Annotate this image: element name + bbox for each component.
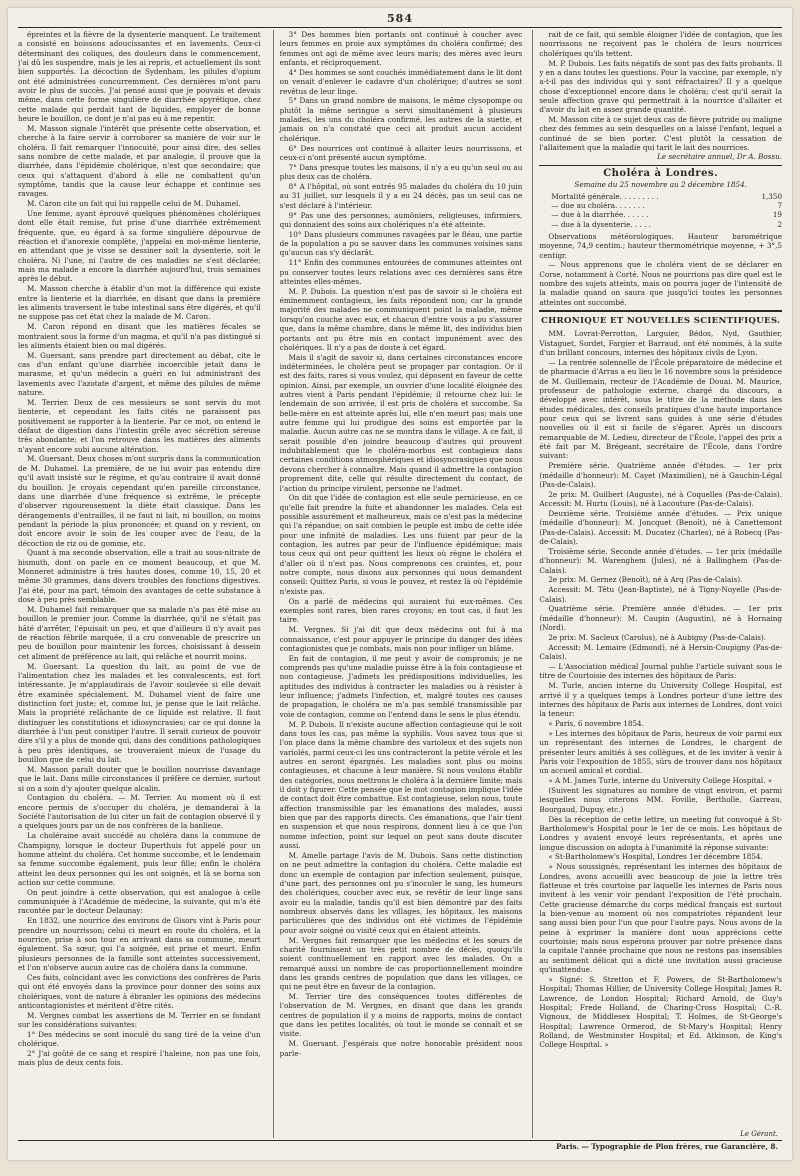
header-rule xyxy=(18,27,782,28)
cholera-section-subtitle: Semaine du 25 novembre au 2 décembre 1854. xyxy=(574,180,747,190)
paragraph: En 1832, une nourrice des environs de Gisors vint à Paris pour prendre un nourrisson; celui ci meurt en route du choléra, et la nourrice, prise à son tour en arrivant dans sa commune, meurt également. Sa sœur, qui l'a soignée, est prise et meurt. Enfin plusieurs personnes de la famille sont atteintes successivement, et l'on n'observe aucun autre cas de choléra dans la commune. xyxy=(18,916,261,973)
stat-label: Mortalité générale. . . . . . . . . xyxy=(551,191,659,201)
right-intro-text xyxy=(539,232,782,307)
paragraph: épreintes et la fièvre de la dysenterie manquent. Le traitement a consisté en boissons adoucissantes et en lavements. Ceux-ci déterminant des coliques, des douleurs dans le commencement, j'ai dû les suspendre, mais je les ai repris, et actuellement ils sont bien supportés. La décoction de Sydenham, les pilules d'opium ont été administrées concurremment. Ces dernières m'ont paru avoir le plus de succès. J'ai pensé aussi que je pouvais et devais même, dans cette forme singulière de diarrhée apyrétique, chez cette malade qui perdait tant de liquides, employer de bonne heure le bouillon, ce dont je n'ai pas eu à me repentir. xyxy=(18,30,261,124)
paragraph: M. Caron répond en disant que les matières fécales se montraient sous la forme d'un magma, et qu'il n'a pas distingué si les aliments étaient bien ou mal digérés. xyxy=(18,322,261,350)
stat-value: 19 xyxy=(772,210,783,220)
stat-value: 2 xyxy=(777,219,783,229)
chronicle-paragraph: « St-Bartholomew's Hospital, Londres 1er décembre 1854. xyxy=(548,852,763,862)
paragraph: 2° J'ai goûté de ce sang et respiré l'haleine, non pas une fois, mais plus de deux cents fois. xyxy=(18,1049,261,1068)
cholera-stats-table xyxy=(539,192,782,229)
chronicle-paragraph: M. Turle, ancien interne du University College Hospital, est arrivé il y a quelques temps à Londres porteur d'une lettre des internes des hôpitaux de Paris aux internes de Londres, dont voici la teneur: xyxy=(539,681,783,719)
chronicle-paragraph: Quatrième série. Première année d'études. — 1er prix (médaille d'honneur): M. Caupin (Augustin), né à Hornaing (Nord). xyxy=(539,604,783,633)
stat-value: 1,350 xyxy=(761,191,783,201)
section-divider xyxy=(539,165,782,166)
chronicle-paragraph: 2e prix: M. Sacleux (Carolus), né à Aubigny (Pas-de-Calais). xyxy=(548,632,767,642)
chronicle-paragraph: MM. Lovrat-Perrotton, Larguier, Bédos, Nyd, Gauthier, Vistaguet, Sordet, Fargier et Barraud, ont été nommés, à la suite d'un brillant concours, internes des hôpitaux civils de Lyon. xyxy=(539,329,783,358)
chronicle-paragraph: (Suivent les signatures au nombre de vingt environ, et parmi lesquelles nous citerons MM. Foville, Bertholle, Garreau, Bourgaud, Dupuy, etc.) xyxy=(539,785,783,814)
paragraph: On peut joindre à cette observation, qui est analogue à celle communiquée à l'Académie de médecine, la suivante, qui m'a été racontée par le docteur Delaunay: xyxy=(18,887,261,916)
column-middle xyxy=(273,30,523,1138)
stat-row xyxy=(539,201,782,210)
paragraph: M. Masson cite à ce sujet deux cas de fièvre putride ou maligne chez des femmes au sein desquelles on a laissé l'enfant, lequel a continué de se bien porter. C'est plutôt la cessation de l'allaitement que la maladie qui tarit le lait des nourrices. xyxy=(539,115,783,153)
paragraph: 5° Dans un grand nombre de maisons, le même clysopompe ou plutôt la même seringue a servi simultanément à plusieurs malades, les uns du choléra confirmé, les autres de la suette, et jamais on n'a constaté que ceci ait produit aucun accident cholérique. xyxy=(279,96,523,143)
paragraph: 6° Des nourrices ont continué à allaiter leurs nourrissons, et ceux-ci n'ont présenté aucun symptôme. xyxy=(279,143,523,162)
paragraph: La choléraine avait succédé au choléra dans la commune de Champigny, lorsque le docteur Duperthuis fut appelé pour un homme atteint du choléra. Cet homme succombe, et le lendemain sa femme succombe également, puis leur fille; enfin le choléra atteint les deux personnes qui les ont soignés, et là se borna son action sur cette commune. xyxy=(18,831,261,887)
paragraph: M. Masson paraît douter que le bouillon nourrisse davantage que le lait. Dans mille circonstances il préfère ce dernier, surtout si on a soin d'y ajouter quelque alcalin. xyxy=(18,764,261,793)
paragraph: En fait de contagion, il me peut y avoir de compromis; je ne comprends pas qu'une maladie puisse être à la fois contagieuse et non contagieuse. J'admets les prédispositions individuelles, les aptitudes des individus à contracter les maladies ou à résister à leur influence; j'admets l'infection, et, malgré toutes ces causes de propagation, le choléra ne m'a pas semblé transmissible par voie de contagion, comme on l'entend dans le sens le plus étendu. xyxy=(279,653,523,719)
paragraph: M. Guersant, sans prendre part directement au débat, cite le cas d'un enfant qu'une diarrhée incoercible jetait dans le marasme, et qu'un médecin a guéri en lui administrant des lavements avec l'azotate d'argent, et même des pilules de même nature. xyxy=(18,350,261,398)
chronicle-paragraph: » Les internes des hôpitaux de Paris, heureux de voir parmi eux un représentant des internes de Londres, le chargent de présenter leurs amitiés à ses collègues, et de les inviter à venir à Paris voir l'exposition de 1855, sûrs de trouver dans nos hôpitaux un accueil amical et cordial. xyxy=(539,728,783,776)
paragraph: Observations météorologiques. Hauteur barométrique moyenne, 74,9 centim.; hauteur thermométrique moyenne, + 3°,5 centigr. xyxy=(539,231,783,260)
chronicle-paragraph: Dès la réception de cette lettre, un meeting fut convoqué à St-Bartholomew's Hospital pour le 1er de ce mois. Les hôpitaux de Londres y avaient envoyé leurs représentants, et après une longue discussion on adopta à l'unanimité la réponse suivante: xyxy=(539,814,783,852)
paragraph: 10° Dans plusieurs communes ravagées par le fléau, une partie de la population a pu se sauver dans les communes voisines sans qu'aucun cas s'y déclarât. xyxy=(279,229,523,258)
paragraph: M. Vergnes. Si j'ai dit que deux médecins ont fui à ma connaissance, c'est pour appuyer le principe du danger des idées contagionistes que je combats, mais non pour infliger un blâme. xyxy=(279,625,523,653)
journal-page xyxy=(8,8,792,1160)
paragraph: 9° Pas une des personnes, aumôniers, religieuses, infirmiers, qui donnaient des soins aux cholériques n'a été atteinte. xyxy=(279,210,523,229)
paragraph: 3° Des hommes bien portants ont continué à coucher avec leurs femmes en proie aux symptômes du choléra confirmé; des femmes ont agi de même avec leurs maris; des mères avec leurs enfants, et réciproquement. xyxy=(279,30,523,68)
chronicle-title: CHRONIQUE ET NOUVELLES SCIENTIFIQUES. xyxy=(541,316,781,327)
paragraph: Contagion du choléra. — M. Terrier. Au moment où il est encore permis de s'occuper du choléra, je demanderai à la Société l'autorisation de lui citer un fait de contagion observé il y a quelques jours par un de nos confrères de la banlieue. xyxy=(18,793,261,831)
stat-row xyxy=(539,220,782,229)
footer-rule xyxy=(18,1140,782,1141)
chronicle-paragraph: Deuxième série. Troisième année d'études. — Prix unique (médaille d'honneur): M. Joncquet (Benoît), né à Canettemont (Pas-de-Calais). Accessit: M. Ducatez (Charles), né à Robecq (Pas-de-Calais). xyxy=(539,509,783,547)
chronicle-paragraph: — La rentrée solennelle de l'École préparatoire de médecine et de pharmacie d'Arras a eu lieu le 16 novembre sous la présidence de M. Guillemain, recteur de l'Académie de Douai. M. Maurice, professeur de pathologie externe, chargé du discours, a développé avec intérêt, sous le titre de la méthode dans les études médicales, des conseils pratiques d'une haute importance pour ceux qui se livrent sans guides à une série d'études nouvelles où il est si facile de s'égarer. Après un discours remarquable de M. Ledieu, directeur de l'École, l'appel des prix a été fait par M. Brégeant, secrétaire de l'École, dans l'ordre suivant: xyxy=(539,358,783,461)
text-columns xyxy=(18,30,782,1138)
paragraph: M. Amelle partage l'avis de M. Dubois. Sans cette distinction on ne peut admettre la contagion du choléra. Cette maladie est donc un exemple de contagion par infection seulement, puisque, d'une part, des personnes ont pu s'inoculer le sang, les humeurs des cholériques, coucher avec eux, se revêtir de leur linge sans avoir eu la maladie, tandis qu'il est bien démontré par des faits nombreux observés dans les villages, les hôpitaux, les maisons particulières que des individus ont été victimes de l'épidémie pour avoir soigné ou visité ceux qui en étaient atteints. xyxy=(279,850,523,935)
paragraph: M. Terrier tire des conséquences toutes différentes de l'observation de M. Vergnes, en disant que dans les grands centres de population il y a moins de rapports, moins de contact que dans les petites localités, où tout le monde se connaît et se visite. xyxy=(279,992,523,1039)
paragraph: M. Terrier. Deux de ces messieurs se sont servis du mot lienterie, et cependant les faits cités ne paraissent pas positivement se rapporter à la lienterie. Par ce mot, on entend le défaut de digestion dans l'intestin grêle avec sécrétion séreuse très abondante; et l'on retrouve dans les matières des aliments n'ayant encore subi aucune altération. xyxy=(18,397,261,454)
stat-label: — due à la diarrhée. . . . . . xyxy=(551,210,649,220)
chronicle-paragraph: » A M. James Turle, interne du University College Hospital. » xyxy=(548,776,773,786)
cholera-section-title: Choléra à Londres. xyxy=(603,167,719,179)
chronicle-text xyxy=(539,329,782,1049)
paragraph: M. Masson cherche à établir d'un mot la différence qui existe entre la lienterie et la diarrhée, en disant que dans la première les aliments traversent le tube intestinal sans être digérés, et qu'il ne suppose pas cet état chez la malade de M. Caron. xyxy=(18,284,261,322)
stat-value: 7 xyxy=(777,200,783,210)
chronicle-paragraph: Troisième série. Seconde année d'études. — 1er prix (médaille d'honneur): M. Warenghem (Jules), né à Ballinghem (Pas-de-Calais). xyxy=(539,546,783,575)
chronicle-paragraph: Accessit: M. Lemaire (Edmond), né à Hersin-Coupigny (Pas-de-Calais). xyxy=(539,642,783,662)
paragraph: M. P. Dubois. Les faits négatifs de sont pas des faits probants. Il y en a dans toutes les questions. Pour la vaccine, par exemple, n'y a-t-il pas des individus qui y sont réfractaires? Il y a quelque chose d'exceptionnel encore dans le choléra; c'est qu'il serait la seule affection grave qui permettrait à la nourrice d'allaiter et d'avoir du lait en assez grande quantité. xyxy=(539,58,783,115)
printer-imprint: Paris. — Typographie de Plon frères, rue Garancière, 8. xyxy=(556,1142,778,1151)
chronicle-paragraph: » Nous soussignés, représentant les internes des hôpitaux de Londres, avons accueilli avec beaucoup de joie la lettre très flatteuse et très courtoise par laquelle les internes de Paris nous invitent à les venir voir pendant l'exposition de l'été prochain. Cette gracieuse démarche du corps médical français est surtout la bien-venue au moment où nos compatriotes répandent leur sang aussi bien pour l'un que pour l'autre pays. Nous avons de la peine à exprimer la manière dont nous apprécions cette courtoisie; mais nous espérons prouver par notre présence dans la capitale l'année prochaine que nous ne restons pas insensibles au sentiment délicat qui a dicté une invitation aussi gracieuse qu'inattendue. xyxy=(539,862,783,974)
paragraph: rait de ce fait, qui semble éloigner l'idée de contagion, que les nourrissons ne reçoivent pas le choléra de leurs nourrices cholériques qu'ils tettent. xyxy=(539,30,783,58)
stat-row xyxy=(539,192,782,201)
column-right xyxy=(532,30,782,1138)
gerant-label: Le Gérant. xyxy=(740,1130,778,1138)
right-top-text xyxy=(539,30,782,152)
page-footer xyxy=(18,1130,782,1154)
chronicle-paragraph: Accessit: M. Têtu (Jean-Baptiste), né à Tigny-Noyelle (Pas-de-Calais). xyxy=(539,585,783,604)
chronicle-paragraph: « Paris, 6 novembre 1854. xyxy=(548,719,644,729)
paragraph: M. P. Dubois. La question n'est pas de savoir si le choléra est éminemment contagieux, les faits répondent non; car la grande majorité des malades ne communiquent point la maladie, même lorsqu'on couche avec eux, et chacun d'entre vous a pu s'assurer que, dans la même chambre, dans le même lit, des individus bien portants ont pu être mis en contact impunément avec des cholériques. Il n'y a pas de doute à cet égard. xyxy=(279,286,523,352)
paragraph: 1° Des médecins se sont inoculé du sang tiré de la veine d'un cholérique. xyxy=(18,1029,261,1049)
page-header xyxy=(18,14,782,26)
column-left xyxy=(18,30,263,1138)
paragraph: M. Masson signale l'intérêt que présente cette observation, et cherche à la faire servir à corroborer sa manière de voir sur le choléra. Il fait remarquer l'innocuité, pour ainsi dire, des selles sans nombre de cette malade, et par analogie, il prouve que la diarrhée, dans l'épidémie cholérique, n'est que secondaire; que ceux qui s'attaquent d'abord à elle ne combattent qu'un symptôme, tandis que la cause leur échappe et continue ses ravages. xyxy=(18,123,261,199)
paragraph: 11° Enfin des communes entourées de communes atteintes ont pu conserver toutes leurs relations avec ces dernières sans être atteintes elles-mêmes. xyxy=(279,258,523,286)
secretary-signature: Le secrétaire annuel, Dr A. Bossu. xyxy=(657,152,783,162)
chronicle-paragraph: Première série. Quatrième année d'études. — 1er prix (médaille d'honneur): M. Cayet (Maximilien), né à Gauchin-Légal (Pas-de-Calais). xyxy=(539,461,783,489)
paragraph: M. Guersant. La question du lait, au point de vue de l'alimentation chez les malades et les convalescents, est fort intéressante. Je m'applaudirais de l'avoir soulevée si elle devait être examinée spécialement. M. Duhamel vient de faire une distinction fort juste; et, comme lui, je pense que le lait relâche. Mais la propriété relâchante de ce liquide est relative. Il faut distinguer les constitutions et idiosyncrasies; car ce qui donne la diarrhée à l'un peut constiper l'autre. Il serait curieux de pouvoir dire s'il y a plus de monde qui, dans des conditions pathologiques à peu près identiques, se trouveraient mieux de l'usage du bouillon que de celui du lait. xyxy=(18,661,261,764)
paragraph: M. Vergnes fait remarquer que les médecins et les sœurs de charité fournissent un très petit nombre de décès, quoiqu'ils soient continuellement en rapport avec les malades. On a remarqué aussi un nombre de cas proportionnellement moindre dans les grands centres de population que dans les villages, ce qui ne peut être en faveur de la contagion. xyxy=(279,935,523,992)
page-number: 584 xyxy=(387,12,413,25)
chronicle-paragraph: — L'Association médical Journal publie l'article suivant sous le titre de Courtoisie des internes des hôpitaux de Paris: xyxy=(539,662,783,681)
paragraph: M. P. Dubois. Il n'existe aucune affection contagieuse qui le soit dans tous les cas, pas même la syphilis. Vous savez tous que si l'on place dans la même chambre des varioleux et des sujets non variolés, parmi ceux-ci les uns contracteront la petite vérole et les autres en seront épargnés. Les maladies sont plus ou moins contagieuses, et chacune à leur manière. Si nous voulons établir des catégories, nous mettrons le choléra à la dernière limite; mais il doit y figurer. Cette pensée que le mot contagion implique l'idée de contact doit être combattue. Est contagieuse, selon nous, toute affection transmissible par les émanations des malades, aussi bien que par des rapports directs. Ces émanations, que l'air tient en suspension et que nous respirons, donnent lieu à ce que l'on nomme infection, point sur lequel on peut sans doute discuter aussi. xyxy=(279,719,523,851)
paragraph: Une femme, ayant éprouvé quelques phénomènes cholériques dont elle était remise, fut prise d'une diarrhée extrêmement fréquente, que, eu égard à sa forme singulière dépourvue de réaction et d'anorexie complète, j'appelai en moi-même lienterie, en attendant que je visse se dessiner soit la dysenterie, soit le choléra. Ni l'une, ni l'autre de ces maladies ne s'est déclarée; mais ma malade a encore la diarrhée aujourd'hui, trois semaines après le début. xyxy=(18,209,261,284)
paragraph: 7° Dans presque toutes les maisons, il n'y a eu qu'un seul ou au plus deux cas de choléra. xyxy=(279,162,523,182)
chronicle-paragraph: » Signé: S. Stretton et F. Powers, de St-Bartholomew's Hospital; Thomas Hillier, de University College Hospital; James R. Lawrence, de London Hospital; Richard Arnold, de Guy's Hospital; Frede Holland, de Charing-Cross Hospital; C.-R. Vignoux, de Middlesex Hospital; T. Holmes, de St-George's Hospital; Lawrence Ormerod, de St-Mary's Hospital; Henry Rolland, de Westminster Hospital; et Ed. Atkinson, de King's College Hospital. » xyxy=(539,974,783,1050)
paragraph: M. Vergnes combat les assertions de M. Terrier en se fondant sur les considérations suivantes: xyxy=(18,1010,261,1030)
paragraph: Mais il s'agit de savoir si, dans certaines circonstances encore indéterminées, le choléra peut se propager par contagion. Or il est des faits, rares si vous voulez, qui déposent en faveur de cette opinion. Ainsi, par exemple, un ouvrier d'une localité éloignée des autres vient à Paris pendant l'épidémie; il retourne chez lui: le lendemain de son arrivée, il est pris de choléra et succombe. Sa belle-mère en est atteinte après lui, elle n'en meurt pas; mais une autre femme qui lui prodigue des soins est emportée par la maladie. Aucun autre cas ne se montra dans le village. A ce fait, il serait possible d'en joindre beaucoup d'autres qui prouvent indubitablement que le choléra-morbus est contagieux dans certaines conditions atmosphériques et idiosyncrasiques que nous devons chercher à connaître. Mais quand il admettre la contagion proprement dite, celle qui résulte directement du contact, de l'action du principe virulent, personne ne l'admet. xyxy=(279,352,523,493)
paragraph: M. Guersant. J'espérais que notre honorable président nous parle- xyxy=(279,1039,523,1058)
paragraph: 4° Des hommes se sont couchés immédiatement dans le lit dont on venait d'enlever le cadavre d'un cholérique; d'autres se sont revêtus de leur linge. xyxy=(279,67,523,96)
paragraph: 8° A l'hôpital, où sont entrés 95 malades du choléra du 10 juin au 31 juillet, sur lesquels il y a eu 24 décès, pas un seul cas ne s'est déclaré à l'intérieur. xyxy=(279,182,523,210)
stat-row xyxy=(539,210,782,219)
stat-label: — due au choléra. . . . . . . xyxy=(551,200,645,210)
paragraph: On dit que l'idée de contagion est elle seule pernicieuse, en ce qu'elle fait prendre la fuite et abandonner les malades. Cela est possible assurément et malheureux, mais ce n'est pas la médecine qui l'a répandue; on sait combien le peuple est imbu de cette idée pour une infinité de maladies. Les uns fuient par peur de la contagion, les autres par peur de l'influence épidémique; mais tous ceux qui ont peur quittent les lieux où règne le choléra et d'aller où il n'est pas. Nous comprenons ces craintes, et, pour notre compte, nous disons aux personnes qui nous demandent conseil: Quittez Paris, si vous le pouvez, et restez là où l'épidémie n'existe pas. xyxy=(279,493,523,596)
paragraph: On a parlé de médecins qui auraient fui eux-mêmes. Ces exemples sont rares, bien rares croyons; en tout cas, il faut les taire. xyxy=(279,596,523,625)
chronicle-divider xyxy=(539,310,782,314)
stat-label: — due à la dysenterie. . . . . xyxy=(551,219,651,229)
paragraph: Quant à ma seconde observation, elle a trait au sous-nitrate de bismuth, dont on parle en ce moment beaucoup, et que M. Monneret administre à très hautes doses, comme 10, 15, 20 et même 30 grammes, dans divers troubles des fonctions digestives. J'ai été, pour ma part, témoin des avantages de cette substance à dose à peu près semblable. xyxy=(18,548,261,605)
chronicle-paragraph: 2e prix: M. Gernez (Benoît), né à Arq (Pas-de-Calais). xyxy=(548,575,743,585)
paragraph: Ces faits, coïncidant avec les convictions des confrères de Paris qui ont été envoyés dans la province pour donner des soins aux cholériques, vont de nature à ébranler les opinions des médecins anticontagionistes et méritent d'être cités. xyxy=(18,972,261,1010)
paragraph: M. Caron cite un fait qui lui rappelle celui de M. Duhamel. xyxy=(27,199,241,209)
chronicle-paragraph: 2e prix: M. Guilbert (Auguste), né à Coquelles (Pas-de-Calais). Accessit: M. Hurtu (Louis), né à Lacouture (Pas-de-Calais). xyxy=(539,489,783,509)
paragraph: M. Duhamel fait remarquer que sa malade n'a pas été mise au bouillon le premier jour. Comme la diarrhée, qu'il ne s'était pas hâté d'arrêter, l'épuisait un peu, et que d'ailleurs il n'y avait pas de réaction fébrile marquée, il a cru convenable de prescrire un peu de bouillon pour maintenir les forces, choisissant à dessein cet aliment de préférence au lait, qui relâche et nourrit moins. xyxy=(18,604,261,661)
paragraph: — Nous apprenons que le choléra vient de se déclarer en Corse, notamment à Corté. Nous ne pourrions pas dire quel est le nombre des sujets atteints, mais on pourra juger de l'intensité de la maladie quand on saura que jusqu'ici toutes les personnes atteintes ont succombé. xyxy=(539,260,783,307)
paragraph: M. Guersant. Deux choses m'ont surpris dans la communication de M. Duhamel. La première, de ne lui avoir pas entendu dire qu'il avait insisté sur le régime, et qu'au contraire il avait donné du bouillon. Je croyais cependant qu'en pareille circonstance, dans une diarrhée d'une fréquence si extrême, le précepte d'observer rigoureusement la diète était classique. Dans les dérangements d'entrailles, il ne faut ni lait, ni bouillon, ou moins pendant la période la plus prononcée; et quand on y revient, on doit encore avoir le soin de les couper avec de l'eau, de la décoction de riz ou de gomme, etc. xyxy=(18,454,261,548)
